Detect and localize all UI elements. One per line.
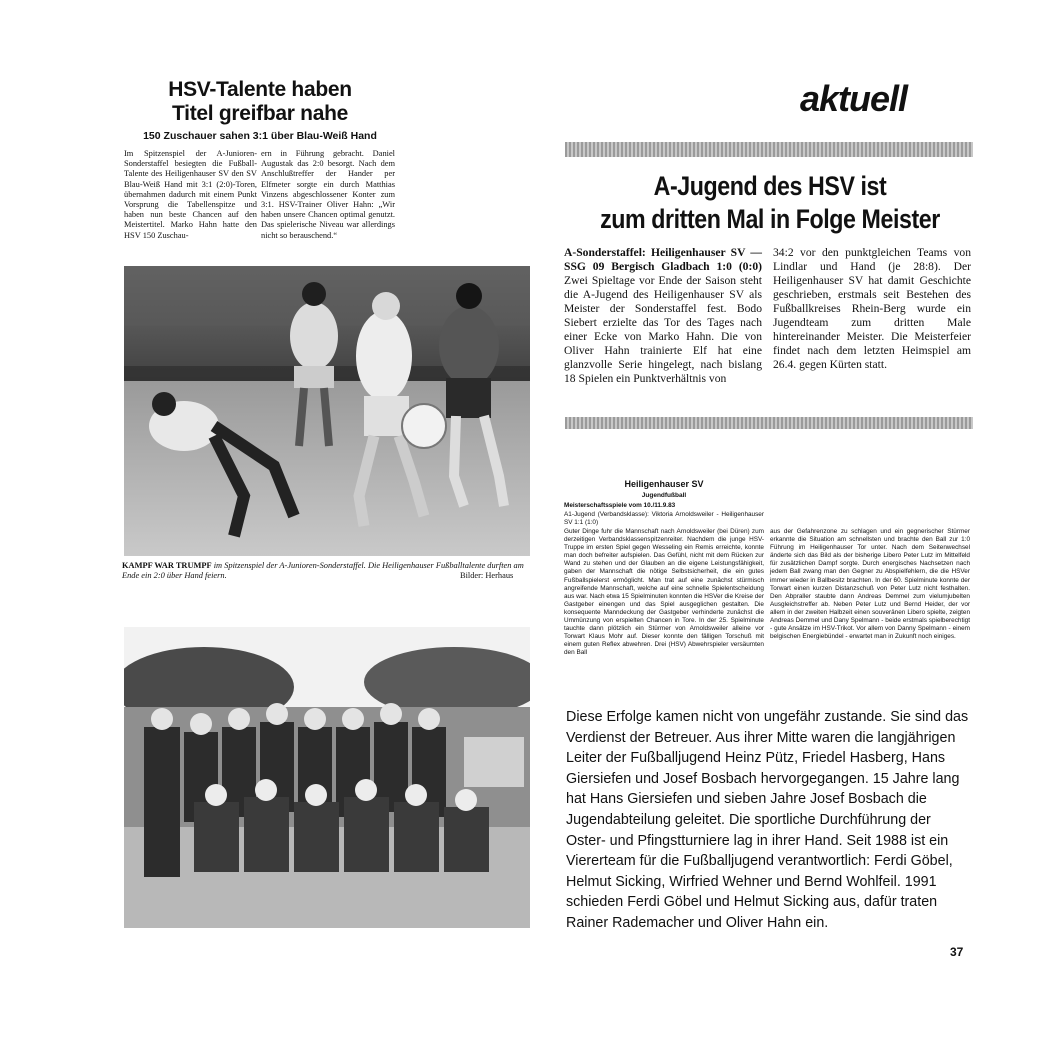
- bottom-grey-bar: [565, 417, 973, 429]
- report-column-2: aus der Gefahrenzone zu schlagen und ein gegnerischer Stürmer erkannte die Situation am schnellsten und brachte den Ball zur 1:0 Führung im Heiligenhauser Tor unter. Nach dem Seitenwechsel änderte sich das Bild als der bisherige Libero Peter Lutz im Mittelfeld für zusätzlichen Dampf sorgte. Durch energisches Nachsetzen nach jedem Ball zwang man den Gegner zu Abspielfehlern, die die HSVer immer wieder in Ballbesitz brachten. In der 60. Spielminute konnte der Torwart einen kurzen Distanzschuß von Peter Lutz nicht festhalten. Den Abpraller staubte dann Andreas Demmel zum vielumjubelten Ausgleichstreffer ab. Neben Peter Lutz und Bernd Heider, der vor allem in der zweiten Halbzeit einen souveränen Libero spielte, zeigten Andreas Demmel und Dany Spelmann - beide erstmals spielberechtigt - gute Ansätze im HSV-Trikot. Vor allem von Danny Spelmann - einem belgischen Energiebündel - erwartet man in Zukunft noch einiges.: [770, 528, 970, 641]
- photo1-caption-text: im Spitzenspiel der A-Junioren-Sonderstaffel. Die Heiligenhauser Fußballtalente durften am Ende ein 2:0 über Hand feiern.: [122, 561, 524, 580]
- photo1-credit: Bilder: Herhaus: [460, 571, 514, 580]
- report-match: A1-Jugend (Verbandsklasse): Viktoria Arnoldsweiler - Heiligenhauser SV 1:1 (1:0): [564, 511, 764, 527]
- page-number: 37: [950, 945, 964, 959]
- left-article-column-1: Im Spitzenspiel der A-Junioren-Sonderstaffel besiegten die Fußball-Talente des Heiligenhauser SV den SV Blau-Weiß Hand mit 3:1 (2:0)-Toren, übernahmen dadurch mit einem Punkt Vorsprung die Tabellenspitze und haben nun beste Chancen auf den Meistertitel. Marko Hahn hatte den HSV 150 Zuschau-: [124, 149, 257, 240]
- left-headline-line-2: Titel greifbar nahe: [172, 102, 348, 125]
- section-label: aktuell: [800, 78, 908, 119]
- top-grey-bar: [565, 142, 973, 157]
- left-headline: [120, 78, 400, 126]
- report-meta: Meisterschaftsspiele vom 10./11.9.83: [564, 502, 676, 509]
- right-headline: [594, 170, 947, 236]
- report-subtitle: Jugendfußball: [641, 492, 687, 499]
- report-column-1: Guter Dinge fuhr die Mannschaft nach Arnoldsweiler (bei Düren) zum derzeitigen Verbandsklassenspitzenreiter. Nachdem die junge HSV-Truppe im ersten Spiel gegen Wesseling ein Remis erreichte, konnte man doch befreiter aufspielen. Das Gefühl, nicht mit dem Rücken zur Wand zu stehen und der Glauben an die eigene Leistungsfähigkeit, gaben der Mannschaft die nötige Selbstsicherheit, die ein gutes Fußballspielerst ermöglicht. Man trat auf eine zunächst stürmisch angreifende Mannschaft, welche auf eine schnelle Spielentscheidung aus war. Nach etwa 15 Spielminuten konnten die HSVer die Kreise der Gastgeber einengen und das Spiel ausgeglichen gestalten. Die konsequente Manndeckung der Gastgeber verhinderte zunächst die Ummünzung von erspielten Chancen in Tore. In der 25. Spielminute tauchte dann plötzlich ein Stürmer von Arnoldsweiler alleine vor Torwart Klaus Mohr auf. Dieser konnte den fälligen Torschuß mit einem guten Reflex abwehren. Drei (HSV) Abwehrspieler versäumten den Ball: [564, 528, 764, 657]
- right-headline-line-2: zum dritten Mal in Folge Meister: [600, 204, 940, 234]
- photo1-caption-bold: KAMPF WAR TRUMPF: [122, 561, 212, 570]
- right-article-column-1: [564, 246, 762, 386]
- right-article-column-1-text: Zwei Spieltage vor Ende der Saison steht die A-Jugend des Heiligenhauser SV als Meister der Sonderstaffel fest. Bodo Siebert erzielte das Tor des Tages nach einer Ecke von Marko Hahn. Die von Oliver Hahn trainierte Elf hat eine glanzvolle Serie hingelegt, nach bislang 18 Spielen ein Punktverhältnis von: [564, 274, 762, 385]
- team-photo-illustration: [124, 627, 530, 928]
- left-headline-line-1: HSV-Talente haben: [168, 78, 352, 101]
- right-article-lead: A-Sonderstaffel: Heiligenhauser SV — SSG 09 Bergisch Gladbach 1:0 (0:0): [564, 246, 762, 273]
- left-article-column-2: ern in Führung gebracht. Daniel Augustak das 2:0 besorgt. Nach dem Anschlußtreffer der Hander per Elfmeter sorgte ein durch Matthias Vinzens abgeschlossener Konter zum 3:1. HSV-Trainer Oliver Hahn: „Wir haben unsere Chancen optimal genutzt. Das spielerische Niveau war allerdings nicht so berauschend.“: [261, 149, 395, 240]
- report-title: Heiligenhauser SV: [624, 479, 704, 489]
- right-headline-line-1: A-Jugend des HSV ist: [653, 171, 887, 201]
- right-article-column-2: 34:2 vor den punktgleichen Teams von Lindlar und Hand (je 28:8). Der Heiligenhauser SV hat damit Geschichte geschrieben, erstmals seit Bestehen des Fußballkreises Rhein-Berg wurde ein Jugendteam zum dritten Male hintereinander Meister. Die Meisterfeier findet nach dem letzten Heimspiel am 26.4. gegen Kürten statt.: [773, 246, 971, 371]
- football-match-photo: [124, 266, 530, 556]
- team-photo: [124, 627, 530, 928]
- left-subheadline: 150 Zuschauer sahen 3:1 über Blau-Weiß Hand: [143, 130, 377, 142]
- closing-paragraph: Diese Erfolge kamen nicht von ungefähr zustande. Sie sind das Verdienst der Betreuer. Aus ihrer Mitte waren die langjährigen Leiter der Fußballjugend Heinz Pütz, Friedel Hasberg, Hans Giersiefen und Josef Bosbach hervorgegangen. 15 Jahre lang hat Hans Giersiefen und sieben Jahre Josef Bosbach die Jugendabteilung geleitet. Die sportliche Durchführung der Oster- und Pfingstturniere lag in ihrer Hand. Seit 1988 ist ein Viererteam für die Fußballjugend verantwortlich: Ferdi Göbel, Helmut Sicking, Wirfried Wehner und Bernd Wohlfeil. 1991 schieden Ferdi Göbel und Helmut Sicking aus, dafür traten Rainer Rademacher und Oliver Hahn ein.: [566, 709, 969, 931]
- football-match-illustration: [124, 266, 530, 556]
